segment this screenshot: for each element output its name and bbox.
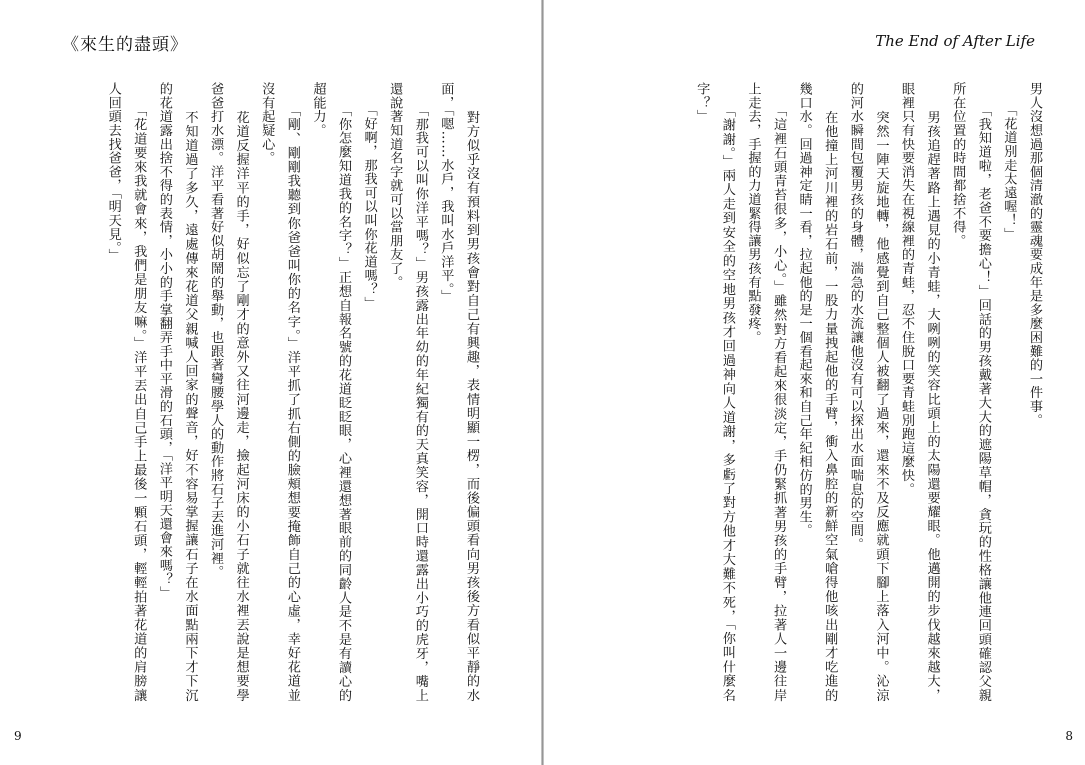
paragraph: 在他撞上河川裡的岩石前，一股力量拽起他的手臂，衝入鼻腔的新鮮空氣嗆得他咳出剛才吃進的幾口水。回過神定睛一看，拉起他的是一個看起來和自己年紀相仿的男生。: [796, 82, 838, 702]
paragraph: 「好啊，那我可以叫你花道嗎？」: [361, 82, 377, 310]
book-gutter: [541, 0, 544, 765]
page-number: 8: [1065, 729, 1073, 743]
paragraph: 男孩追趕著路上遇見的小青蛙，大咧咧的笑容比頭上的太陽還要耀眼。他邁開的步伐越來越大，眼裡只有快要消失在視線裡的青蛙，忍不住脫口要青蛙別跑這麼快。: [899, 82, 940, 702]
page-number: 9: [14, 729, 22, 743]
right-page-body: [607, 82, 1047, 702]
paragraph: 男人沒想過那個清澈的靈魂要成年是多麼困難的一件事。: [1027, 82, 1042, 427]
paragraph: 「我知道啦，老爸不要擔心！」回話的男孩戴著大大的遮陽草帽，貪玩的性格讓他連回頭確認父親所在位置的時間都捨不得。: [950, 82, 991, 702]
paragraph: 「謝謝。」兩人走到安全的空地男孩才回過神向人道謝，多虧了對方他才大難不死，「你叫什麼名字？」: [694, 82, 735, 702]
paragraph: 突然一陣天旋地轉，他感覺到自己整個人被翻了過來，還來不及反應就頭下腳上落入河中。沁涼的河水瞬間包覆男孩的身體，湍急的水流讓他沒有可以探出水面喘息的空間。: [847, 82, 889, 702]
paragraph: 「花道別走太遠喔！」: [1001, 82, 1017, 241]
paragraph: 不知道過了多久，遠處傳來花道父親喊人回家的聲音，好不容易掌握讓石子在水面點兩下才下沉的花道露出捨不得的表情，小小的手掌翻弄手中平滑的石頭，「洋平明天還會來嗎？」: [156, 82, 198, 702]
paragraph: 「那我可以叫你洋平嗎？」男孩露出年幼的年紀獨有的天真笑容，開口時還露出小巧的虎牙，嘴上還說著知道名字就可以當朋友了。: [387, 82, 428, 702]
right-page: [545, 0, 1085, 765]
book-title-header: 《來生的盡頭》: [62, 35, 188, 55]
paragraph: 對方似乎沒有預料到男孩會對自己有興趣，表情明顯一楞，而後偏頭看向男孩後方看似平靜的水面，「嗯……水戶，我叫水戶洋平。」: [438, 82, 479, 702]
english-title-header: The End of After Life: [875, 32, 1035, 50]
paragraph: 花道反握洋平的手，好似忘了剛才的意外又往河邊走，撿起河床的小石子就往水裡丟說是想要學爸爸打水漂。洋平看著好似胡鬧的舉動，也跟著彎腰學人的動作將石子丟進河裡。: [208, 82, 249, 702]
left-page-body: [64, 82, 484, 702]
paragraph: 「花道要來我就會來，我們是朋友嘛。」洋平丟出自己手上最後一顆石頭，輕輕拍著花道的肩膀讓人回頭去找爸爸，「明天見。」: [105, 82, 147, 702]
left-page: [0, 0, 540, 765]
paragraph: 「剛、剛剛我聽到你爸爸叫你的名字。」洋平抓了抓右側的臉頰想要掩飾自己的心虛，幸好花道並沒有起疑心。: [259, 82, 300, 702]
paragraph: 「你怎麼知道我的名字？」正想自報名號的花道眨眨眼，心裡還想著眼前的同齡人是不是有讀心的超能力。: [310, 82, 352, 702]
paragraph: 「這裡石頭青苔很多，小心。」雖然對方看起來很淡定，手仍緊抓著男孩的手臂，拉著人一邊往岸上走去，手握的力道緊得讓男孩有點發疼。: [745, 82, 787, 702]
